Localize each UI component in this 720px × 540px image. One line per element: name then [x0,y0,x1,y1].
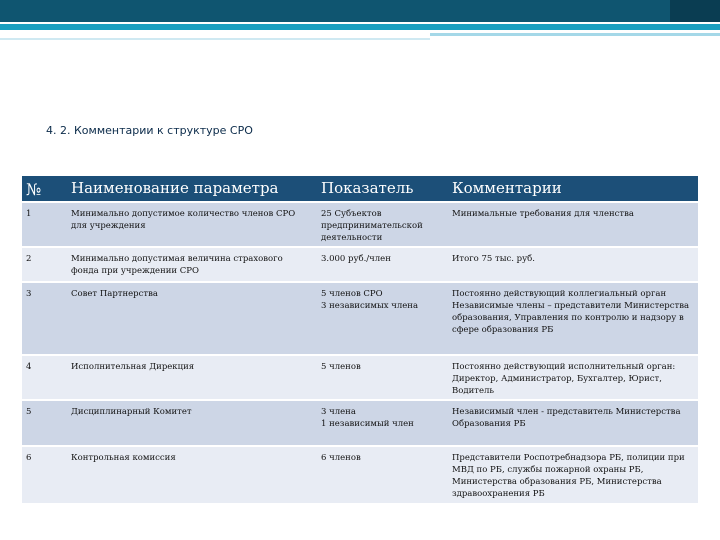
row-comment: Постоянно действующий коллегиальный орган Независимые члены – представители Министерства образования, Управления по контролю и надзору в сфере образования РБ [448,282,698,355]
table-row [22,446,698,504]
row-indicator: 5 членов СРО 3 независимых члена [317,282,448,355]
top-decorative-band [0,0,720,22]
row-parameter: Исполнительная Дирекция [67,355,317,400]
table-row [22,400,698,446]
table-row [22,202,698,247]
row-parameter: Дисциплинарный Комитет [67,400,317,446]
header-number: № [22,176,67,202]
row-indicator: 3.000 руб./член [317,247,448,282]
row-comment: Итого 75 тыс. руб. [448,247,698,282]
table-row [22,282,698,355]
sro-structure-table [22,176,698,505]
row-indicator: 25 Субъектов предпринимательской деятельности [317,202,448,247]
row-number: 1 [22,202,67,247]
top-decorative-line [0,24,720,30]
table-row [22,355,698,400]
row-parameter: Контрольная комиссия [67,446,317,504]
section-heading: 4. 2. Комментарии к структуре СРО [46,124,253,137]
header-indicator: Показатель [317,176,448,202]
row-comment: Минимальные требования для членства [448,202,698,247]
row-comment: Постоянно действующий исполнительный орган: Директор, Администратор, Бухгалтер, Юрист, Водитель [448,355,698,400]
top-decorative-line-light [430,33,720,36]
row-number: 3 [22,282,67,355]
row-parameter: Совет Партнерства [67,282,317,355]
row-indicator: 5 членов [317,355,448,400]
row-comment: Представители Роспотребнадзора РБ, полиции при МВД по РБ, службы пожарной охраны РБ, Министерства образования РБ, Министерства здравоохранения РБ [448,446,698,504]
row-number: 4 [22,355,67,400]
row-indicator: 3 члена 1 независимый член [317,400,448,446]
row-indicator: 6 членов [317,446,448,504]
row-parameter: Минимально допустимая величина страхового фонда при учреждении СРО [67,247,317,282]
row-number: 5 [22,400,67,446]
header-comments: Комментарии [448,176,698,202]
row-number: 2 [22,247,67,282]
top-decorative-line-faint [0,38,430,40]
header-parameter-name: Наименование параметра [67,176,317,202]
top-decorative-band-dark [670,0,720,22]
table-header-row [22,176,698,202]
row-number: 6 [22,446,67,504]
table-row [22,247,698,282]
row-parameter: Минимально допустимое количество членов СРО для учреждения [67,202,317,247]
row-comment: Независимый член - представитель Министерства Образования РБ [448,400,698,446]
